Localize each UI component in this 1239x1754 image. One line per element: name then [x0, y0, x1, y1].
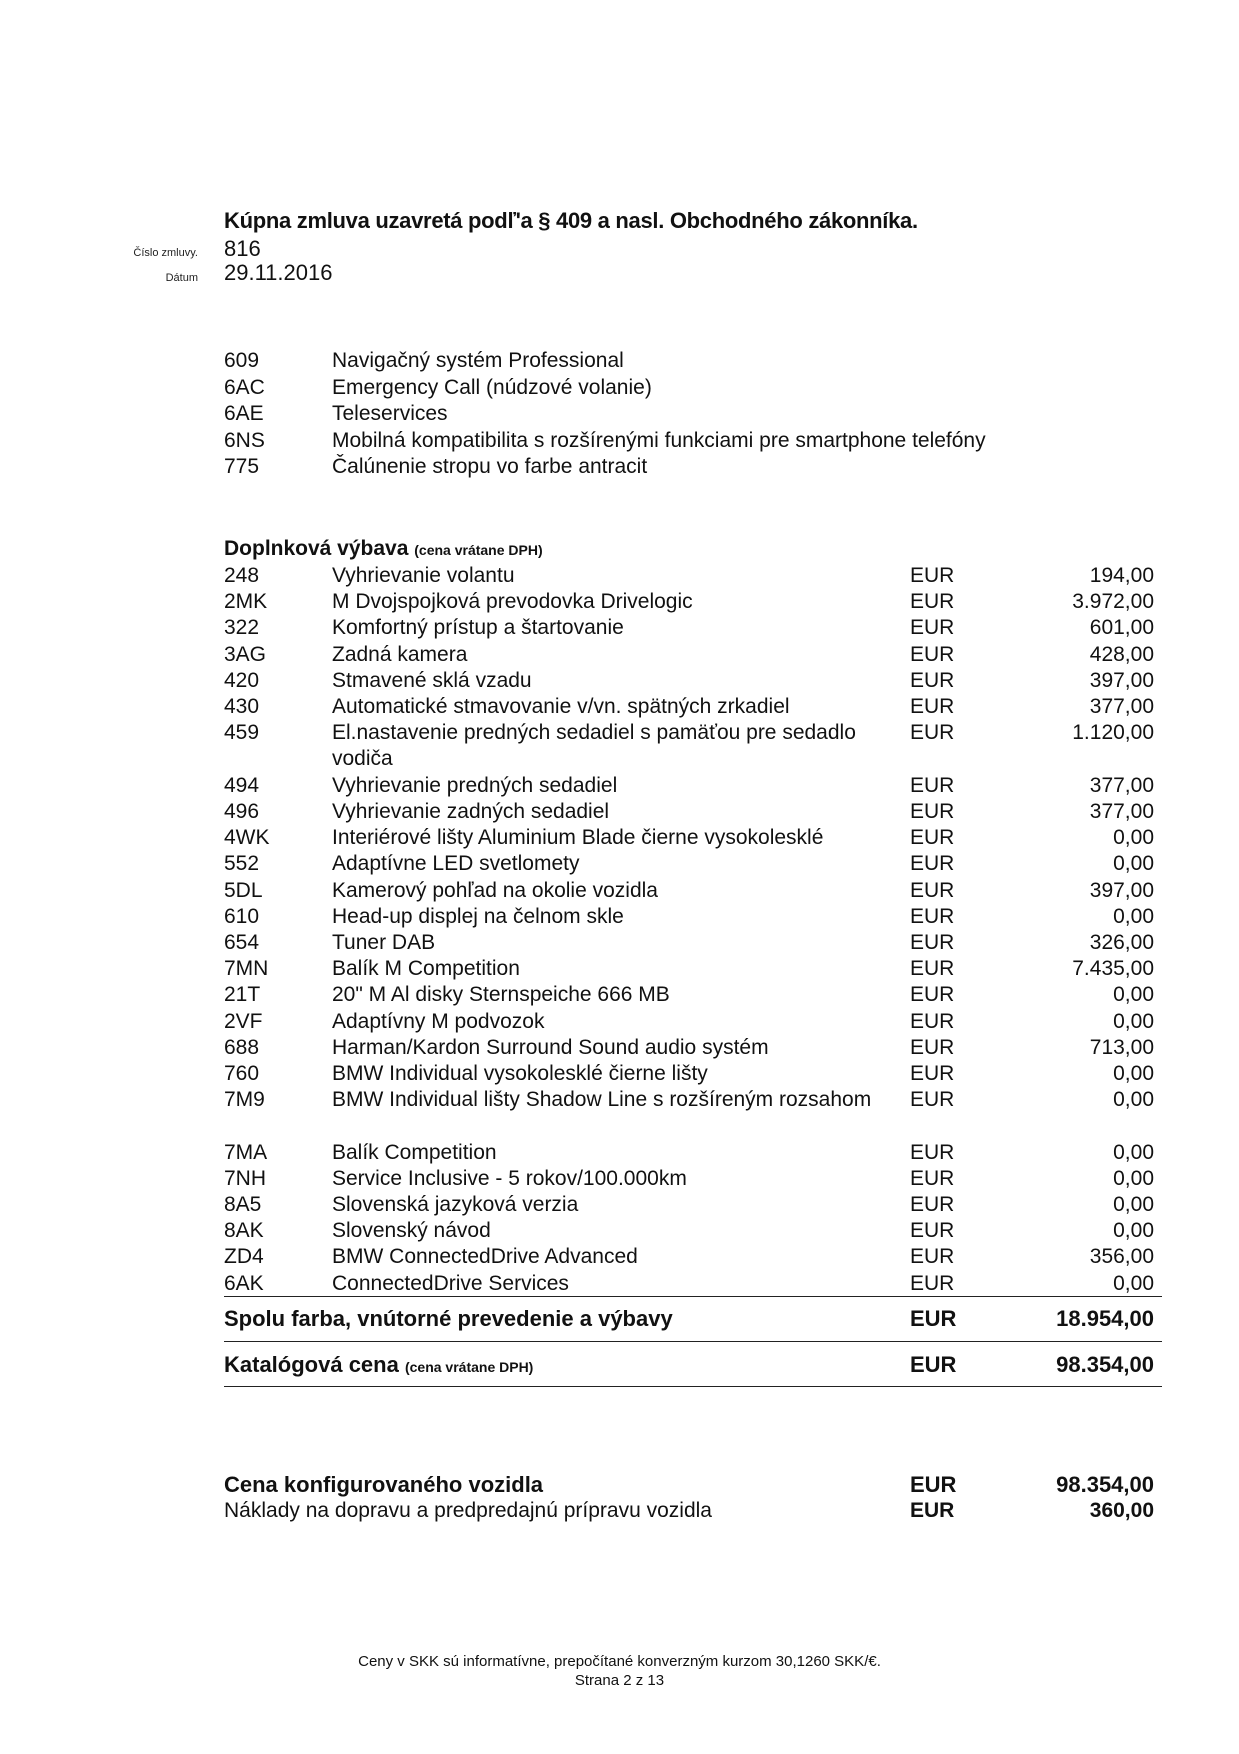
- item-amount: 356,00: [1089, 1245, 1154, 1269]
- item-amount: 0,00: [1113, 1140, 1154, 1164]
- item-description: Tuner DAB: [332, 930, 436, 954]
- item-amount: 0,00: [1113, 983, 1154, 1007]
- item-code: 494: [224, 773, 260, 797]
- item-amount: 0,00: [1113, 904, 1154, 928]
- item-code: 760: [224, 1061, 260, 1085]
- item-currency: EUR: [910, 983, 955, 1007]
- item-currency: EUR: [910, 642, 955, 666]
- item-currency: EUR: [910, 564, 955, 587]
- item-amount: 7.435,00: [1072, 957, 1154, 981]
- item-currency: EUR: [910, 1271, 955, 1295]
- document-title: Kúpna zmluva uzavretá podľ'a § 409 a nasl. Obchodného zákonníka.: [224, 208, 918, 233]
- item-currency: EUR: [910, 668, 955, 692]
- optional-heading-text: Doplnková výbava: [224, 537, 409, 560]
- item-amount: 397,00: [1089, 878, 1154, 902]
- item-description: BMW ConnectedDrive Advanced: [332, 1245, 638, 1269]
- item-currency: EUR: [910, 1009, 955, 1033]
- item-description: El.nastavenie predných sedadiel s pamäťou pre sedadlo vodiča: [332, 721, 856, 771]
- item-description: Automatické stmavovanie v/vn. spätných zrkadiel: [332, 695, 790, 718]
- item-amount: 0,00: [1113, 1088, 1154, 1112]
- item-amount: 0,00: [1113, 1193, 1154, 1216]
- date-value: 29.11.2016: [224, 260, 333, 285]
- item-code: 6AK: [224, 1271, 264, 1295]
- item-code: 7M9: [224, 1088, 265, 1112]
- item-amount: 194,00: [1089, 564, 1154, 587]
- item-currency: EUR: [910, 799, 955, 823]
- item-amount: 0,00: [1113, 826, 1154, 850]
- item-amount: 0,00: [1113, 1271, 1154, 1295]
- item-currency: EUR: [910, 616, 955, 640]
- item-currency: EUR: [910, 1035, 955, 1059]
- item-code: 6AE: [224, 402, 264, 425]
- item-code: 420: [224, 668, 260, 692]
- configured-price-currency: EUR: [910, 1472, 957, 1497]
- footer-note: Ceny v SKK sú informatívne, prepočítané konverzným kurzom 30,1260 SKK/€.: [358, 1653, 881, 1670]
- item-amount: 428,00: [1089, 642, 1154, 666]
- optional-equipment-heading: [224, 537, 543, 561]
- item-description: Vyhrievanie predných sedadiel: [332, 773, 618, 797]
- item-description: Kamerový pohľad na okolie vozidla: [332, 878, 658, 902]
- item-currency: EUR: [910, 695, 955, 718]
- item-description: BMW Individual lišty Shadow Line s rozšíreným rozsahom: [332, 1088, 872, 1112]
- item-description: Adaptívne LED svetlomety: [332, 852, 580, 876]
- item-code: ZD4: [224, 1245, 264, 1269]
- item-currency: EUR: [910, 1088, 955, 1112]
- item-currency: EUR: [910, 930, 955, 954]
- subtotal-currency: EUR: [910, 1306, 957, 1331]
- transport-cost-currency: EUR: [910, 1499, 955, 1522]
- item-amount: 377,00: [1089, 773, 1154, 797]
- item-code: 6NS: [224, 428, 265, 452]
- item-code: 775: [224, 455, 260, 478]
- item-code: 322: [224, 616, 260, 640]
- catalog-label-note: (cena vrátane DPH): [404, 1359, 534, 1375]
- item-currency: EUR: [910, 590, 955, 614]
- item-code: 21T: [224, 983, 261, 1007]
- contract-number-label: Číslo zmluvy.: [133, 247, 198, 259]
- item-description: Zadná kamera: [332, 642, 468, 666]
- item-description: Slovenská jazyková verzia: [332, 1193, 579, 1216]
- item-description: Interiérové lišty Aluminium Blade čierne vysokolesklé: [332, 826, 824, 850]
- item-description: Slovenský návod: [332, 1219, 491, 1243]
- item-currency: EUR: [910, 1193, 955, 1216]
- divider: [224, 1341, 1162, 1342]
- item-code: 8A5: [224, 1193, 262, 1216]
- item-amount: 0,00: [1113, 1061, 1154, 1085]
- item-amount: 0,00: [1113, 852, 1154, 876]
- configured-price-label: Cena konfigurovaného vozidla: [224, 1472, 544, 1497]
- page-number: Strana 2 z 13: [574, 1672, 665, 1689]
- divider: [224, 1296, 1162, 1297]
- item-code: 459: [224, 721, 260, 745]
- item-description: ConnectedDrive Services: [332, 1271, 569, 1295]
- item-amount: 326,00: [1089, 930, 1154, 954]
- transport-cost-amount: 360,00: [1089, 1499, 1154, 1522]
- subtotal-label: Spolu farba, vnútorné prevedenie a výbavy: [224, 1306, 673, 1331]
- item-description: Vyhrievanie volantu: [332, 564, 515, 587]
- item-currency: EUR: [910, 1140, 955, 1164]
- item-description: Service Inclusive - 5 rokov/100.000km: [332, 1166, 687, 1190]
- item-code: 248: [224, 564, 260, 587]
- item-currency: EUR: [910, 878, 955, 902]
- item-description: Komfortný prístup a štartovanie: [332, 616, 624, 640]
- item-code: 430: [224, 695, 260, 718]
- item-description: Teleservices: [332, 402, 448, 425]
- item-code: 610: [224, 904, 260, 928]
- catalog-price-amount: 98.354,00: [1056, 1352, 1154, 1377]
- item-description: Vyhrievanie zadných sedadiel: [332, 799, 610, 823]
- item-description: Mobilná kompatibilita s rozšírenými funkciami pre smartphone telefóny: [332, 428, 986, 452]
- item-currency: EUR: [910, 1245, 955, 1269]
- item-code: 2MK: [224, 590, 268, 614]
- item-amount: 377,00: [1089, 799, 1154, 823]
- item-description: Harman/Kardon Surround Sound audio systém: [332, 1035, 769, 1059]
- item-code: 8AK: [224, 1219, 264, 1243]
- item-currency: EUR: [910, 957, 955, 981]
- transport-cost-label: Náklady na dopravu a predpredajnú prípravu vozidla: [224, 1499, 712, 1522]
- item-description: Adaptívny M podvozok: [332, 1009, 545, 1033]
- item-currency: EUR: [910, 1219, 955, 1243]
- item-description: 20" M Al disky Sternspeiche 666 MB: [332, 983, 670, 1007]
- item-amount: 0,00: [1113, 1219, 1154, 1243]
- item-code: 4WK: [224, 826, 270, 850]
- item-currency: EUR: [910, 1061, 955, 1085]
- item-description: Emergency Call (núdzové volanie): [332, 375, 652, 399]
- item-description: Stmavené sklá vzadu: [332, 668, 532, 692]
- item-description: Balík Competition: [332, 1140, 497, 1164]
- item-currency: EUR: [910, 721, 955, 745]
- item-code: 7NH: [224, 1166, 267, 1190]
- item-code: 654: [224, 930, 260, 954]
- item-description: Balík M Competition: [332, 957, 520, 981]
- item-description: M Dvojspojková prevodovka Drivelogic: [332, 590, 693, 614]
- catalog-price-currency: EUR: [910, 1352, 957, 1377]
- item-amount: 0,00: [1113, 1166, 1154, 1190]
- item-amount: 713,00: [1089, 1035, 1154, 1059]
- catalog-price-label: [224, 1352, 924, 1380]
- item-description: Head-up displej na čelnom skle: [332, 904, 624, 928]
- item-code: 7MA: [224, 1140, 268, 1164]
- divider: [224, 1386, 1162, 1387]
- item-code: 2VF: [224, 1009, 263, 1033]
- catalog-label-text: Katalógová cena: [224, 1352, 399, 1377]
- item-code: 5DL: [224, 878, 263, 902]
- item-description: Navigačný systém Professional: [332, 349, 624, 372]
- item-currency: EUR: [910, 904, 955, 928]
- item-code: 3AG: [224, 642, 267, 666]
- item-amount: 0,00: [1113, 1009, 1154, 1033]
- item-currency: EUR: [910, 773, 955, 797]
- configured-price-amount: 98.354,00: [1056, 1472, 1154, 1497]
- contract-number: 816: [224, 236, 261, 261]
- subtotal-amount: 18.954,00: [1056, 1306, 1154, 1331]
- item-currency: EUR: [910, 852, 955, 876]
- item-amount: 1.120,00: [1072, 721, 1154, 745]
- optional-heading-note: (cena vrátane DPH): [414, 542, 543, 558]
- item-description: BMW Individual vysokolesklé čierne lišty: [332, 1061, 708, 1085]
- item-amount: 397,00: [1089, 668, 1154, 692]
- item-currency: EUR: [910, 1166, 955, 1190]
- item-code: 688: [224, 1035, 260, 1059]
- item-code: 496: [224, 799, 260, 823]
- item-code: 6AC: [224, 375, 265, 399]
- item-currency: EUR: [910, 826, 955, 850]
- item-amount: 601,00: [1089, 616, 1154, 640]
- item-code: 7MN: [224, 957, 269, 981]
- item-description: Čalúnenie stropu vo farbe antracit: [332, 455, 648, 478]
- date-label: Dátum: [165, 272, 198, 284]
- item-amount: 377,00: [1089, 695, 1154, 718]
- item-amount: 3.972,00: [1072, 590, 1154, 614]
- item-code: 552: [224, 852, 260, 876]
- item-code: 609: [224, 349, 260, 372]
